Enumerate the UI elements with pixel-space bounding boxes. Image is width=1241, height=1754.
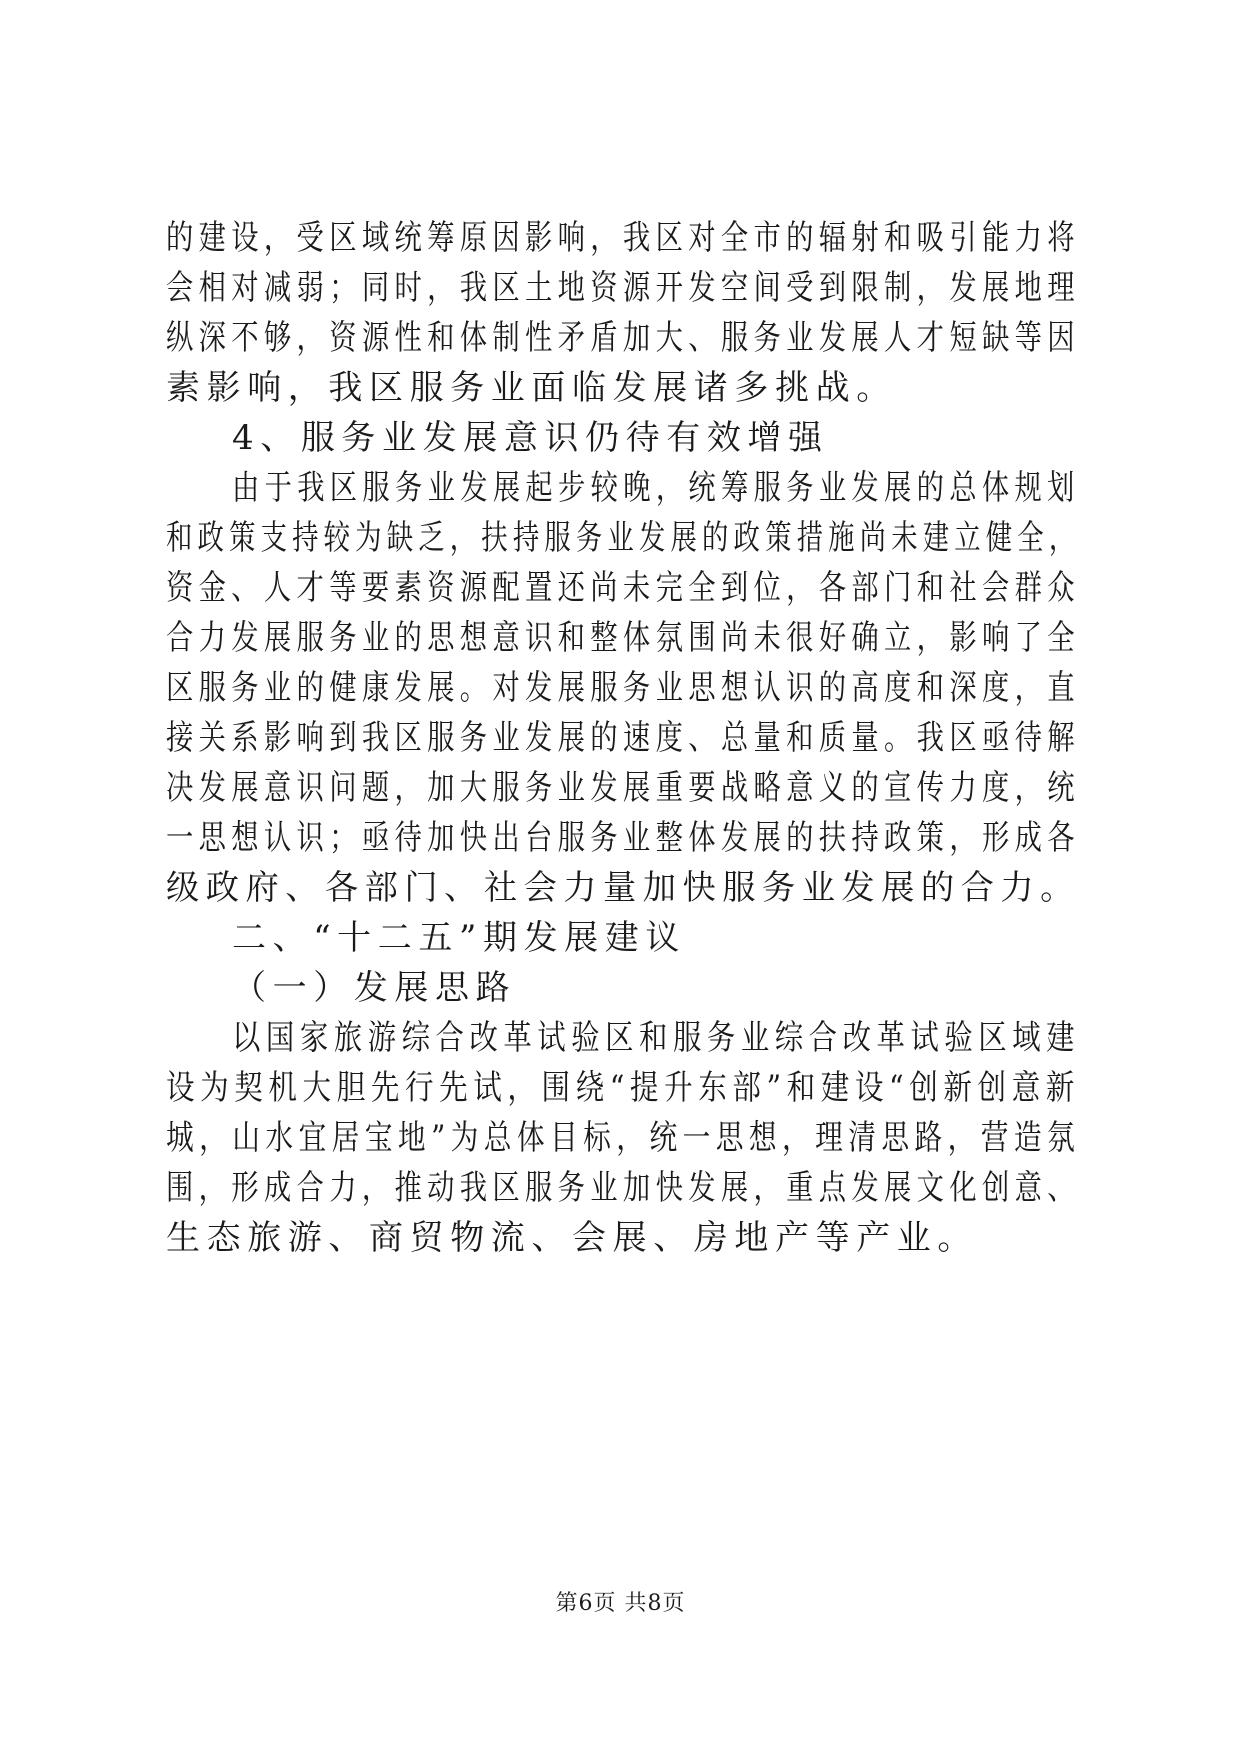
- text-line: 级政府、各部门、社会力量加快服务业发展的合力。: [166, 868, 1080, 908]
- text-line: 以国家旅游综合改革试验区和服务业综合改革试验区域建: [232, 1018, 1081, 1058]
- text-line: 会相对减弱；同时，我区土地资源开发空间受到限制，发展地理: [166, 268, 1080, 308]
- text-line: 设为契机大胆先行先试，围绕“提升东部”和建设“创新创意新: [166, 1068, 1080, 1108]
- text-line: 生态旅游、商贸物流、会展、房地产等产业。: [166, 1218, 978, 1258]
- text-line: 素影响，我区服务业面临发展诸多挑战。: [166, 368, 897, 408]
- page-number-footer: 第6页 共8页: [555, 1591, 686, 1616]
- text-line: 资金、人才等要素资源配置还尚未完全到位，各部门和社会群众: [166, 568, 1080, 608]
- text-line: 一思想认识；亟待加快出台服务业整体发展的扶持政策，形成各: [166, 818, 1080, 858]
- text-line: 区服务业的健康发展。对发展服务业思想认识的高度和深度，直: [166, 668, 1080, 708]
- section-heading: 二、“十二五”期发展建议: [232, 918, 686, 958]
- text-line: 和政策支持较为缺乏，扶持服务业发展的政策措施尚未建立健全，: [166, 518, 1081, 558]
- text-line: 由于我区服务业发展起步较晚，统筹服务业发展的总体规划: [232, 468, 1080, 508]
- section-heading: 4、服务业发展意识仍待有效增强: [232, 418, 829, 458]
- subsection-heading: （一）发展思路: [232, 968, 517, 1008]
- text-line: 的建设，受区域统筹原因影响，我区对全市的辐射和吸引能力将: [166, 218, 1080, 258]
- text-line: 合力发展服务业的思想意识和整体氛围尚未很好确立，影响了全: [166, 618, 1080, 658]
- text-line: 决发展意识问题，加大服务业发展重要战略意义的宣传力度，统: [166, 768, 1080, 808]
- text-line: 接关系影响到我区服务业发展的速度、总量和质量。我区亟待解: [166, 718, 1080, 758]
- text-line: 围，形成合力，推动我区服务业加快发展，重点发展文化创意、: [166, 1168, 1080, 1208]
- text-line: 城，山水宜居宝地”为总体目标，统一思想，理清思路，营造氛: [166, 1118, 1081, 1158]
- text-line: 纵深不够，资源性和体制性矛盾加大、服务业发展人才短缺等因: [166, 318, 1080, 358]
